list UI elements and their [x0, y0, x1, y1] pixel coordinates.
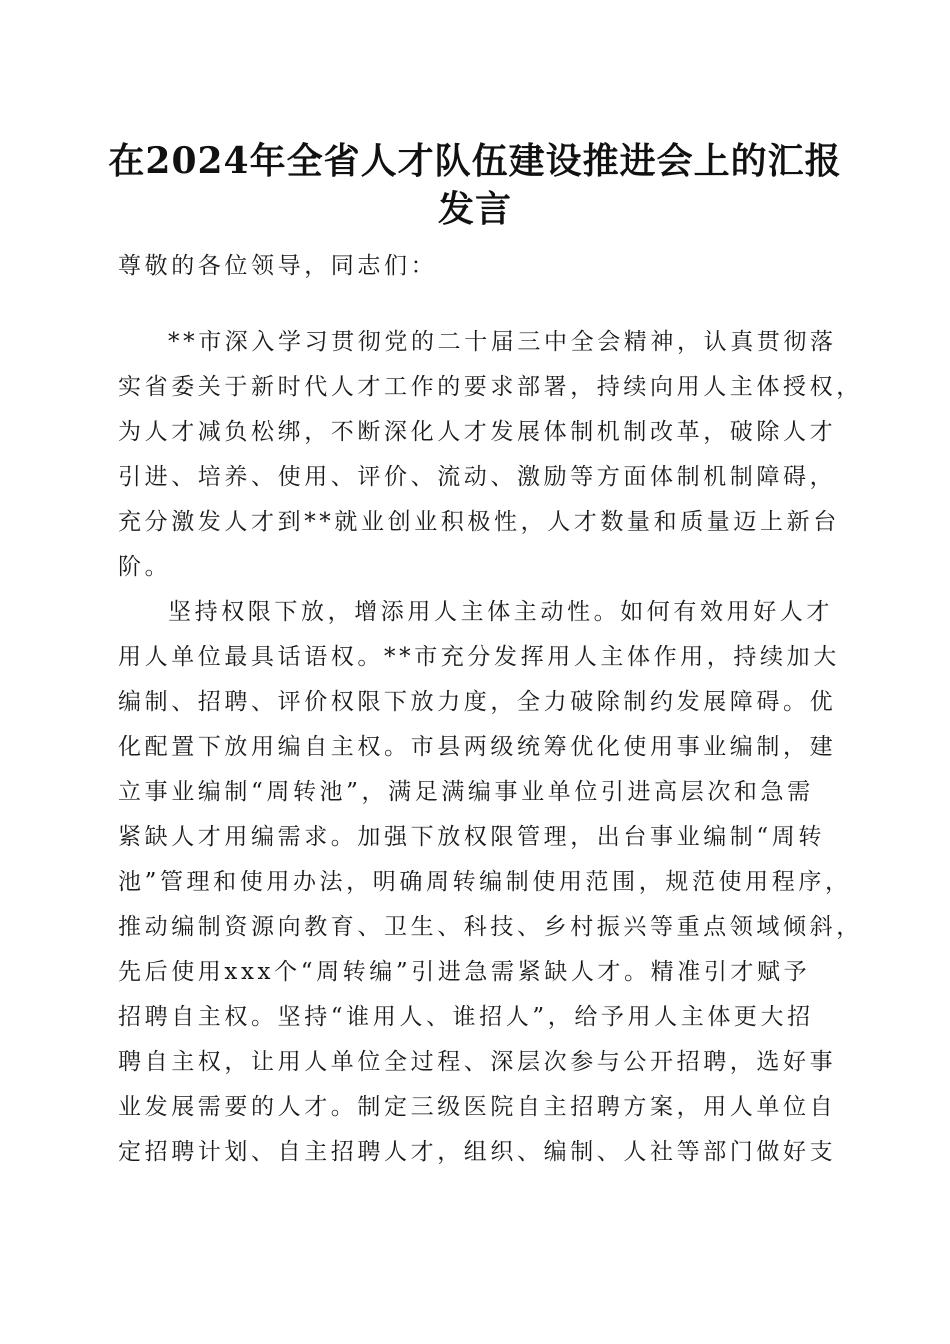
paragraph-line: 业发展需要的人才。制定三级医院自主招聘方案，用人单位自 — [118, 1094, 837, 1120]
document-title-line-2: 发言 — [437, 188, 512, 230]
paragraph-line: 充分激发人才到**就业创业积极性，人才数量和质量迈上新台 — [118, 509, 840, 535]
paragraph-line: 为人才减负松绑，不断深化人才发展体制机制改革，破除人才 — [118, 419, 837, 445]
document-title-line-1: 在2024年全省人才队伍建设推进会上的汇报 — [108, 140, 842, 182]
paragraph-line: 立事业编制“周转池”，满足满编事业单位引进高层次和急需 — [118, 779, 814, 805]
paragraph-line: 化配置下放用编自主权。市县两级统筹优化使用事业编制，建 — [118, 734, 837, 760]
paragraph-line: 先后使用xxx个“周转编”引进急需紧缺人才。精准引才赋予 — [118, 959, 811, 985]
paragraph-line: 聘自主权，让用人单位全过程、深层次参与公开招聘，选好事 — [118, 1049, 837, 1075]
paragraph-line: 紧缺人才用编需求。加强下放权限管理，出台事业编制“周转 — [118, 824, 825, 850]
paragraph-line: **市深入学习贯彻党的二十届三中全会精神，认真贯彻落 — [168, 329, 837, 355]
paragraph-line: 池”管理和使用办法，明确周转编制使用范围，规范使用程序， — [118, 869, 852, 895]
paragraph-line: 坚持权限下放，增添用人主体主动性。如何有效用好人才 — [168, 599, 833, 625]
paragraph-line: 推动编制资源向教育、卫生、科技、乡村振兴等重点领域倾斜， — [118, 914, 863, 940]
paragraph-line: 用人单位最具话语权。**市充分发挥用人主体作用，持续加大 — [118, 644, 840, 670]
paragraph-line: 实省委关于新时代人才工作的要求部署，持续向用人主体授权， — [118, 374, 863, 400]
salutation: 尊敬的各位领导，同志们： — [118, 253, 438, 279]
paragraph-line: 引进、培养、使用、评价、流动、激励等方面体制机制障碍， — [118, 464, 837, 490]
paragraph-line: 招聘自主权。坚持“谁用人、谁招人”，给予用人主体更大招 — [118, 1004, 814, 1030]
paragraph-line: 阶。 — [118, 554, 172, 580]
paragraph-line: 编制、招聘、评价权限下放力度，全力破除制约发展障碍。优 — [118, 689, 837, 715]
paragraph-line: 定招聘计划、自主招聘人才，组织、编制、人社等部门做好支 — [118, 1139, 837, 1165]
